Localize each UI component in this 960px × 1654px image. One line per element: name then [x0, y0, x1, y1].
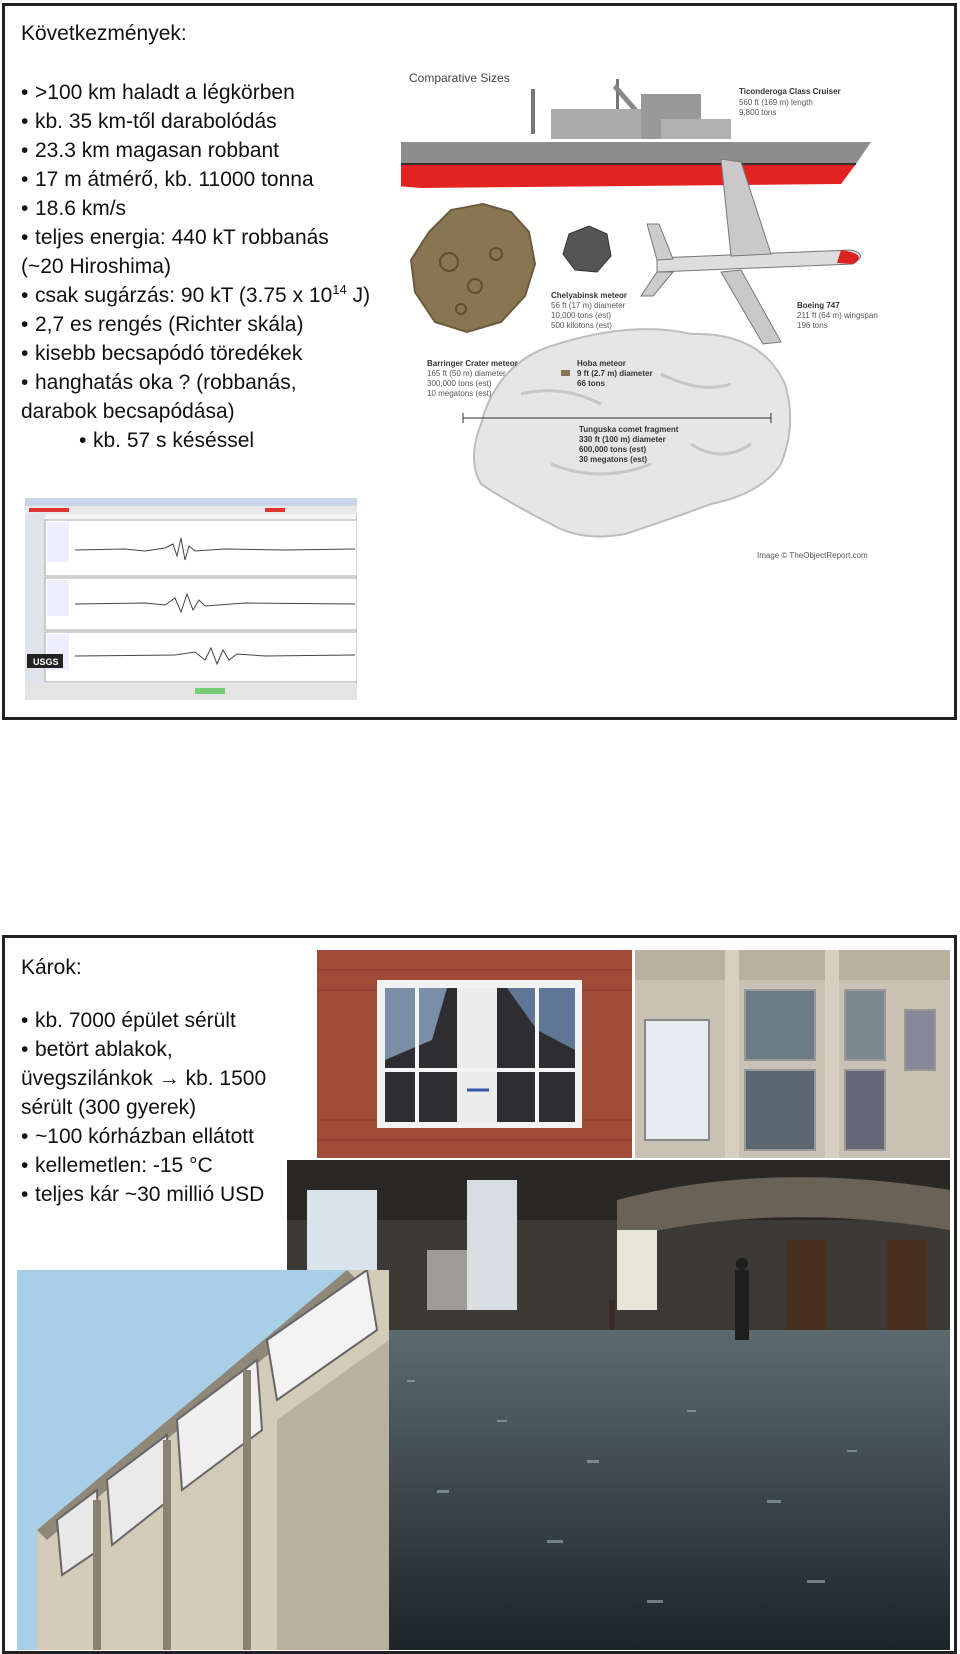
chelyabinsk-meteor-illustration: [563, 226, 611, 272]
hoba-name: Hoba meteor: [577, 359, 626, 368]
svg-text:600,000 tons (est): 600,000 tons (est): [579, 445, 647, 454]
chelyabinsk-name: Chelyabinsk meteor: [551, 291, 628, 300]
list-item: • hanghatás oka ? (robbanás,: [21, 371, 297, 394]
building-facade-photo: [635, 950, 950, 1158]
list-item: • teljes kár ~30 millió USD: [21, 1183, 265, 1206]
svg-text:211 ft (64 m) wingspan: 211 ft (64 m) wingspan: [797, 311, 878, 320]
comparative-sizes-figure: [401, 64, 921, 569]
svg-text:30 megatons (est): 30 megatons (est): [579, 455, 648, 464]
list-item: (~20 Hiroshima): [21, 255, 171, 278]
figure-credit: Image © TheObjectReport.com: [757, 551, 868, 560]
list-item: • kisebb becsapódó töredékek: [21, 342, 303, 365]
list-item: • teljes energia: 440 kT robbanás: [21, 226, 329, 249]
tunguska-name: Tunguska comet fragment: [579, 425, 679, 434]
svg-text:560 ft (169 m) length: 560 ft (169 m) length: [739, 98, 813, 107]
list-item: üvegszilánkok → kb. 1500: [21, 1067, 267, 1090]
list-item: • 17 m átmérő, kb. 11000 tonna: [21, 168, 314, 191]
svg-text:66 tons: 66 tons: [577, 379, 606, 388]
slide-consequences: [2, 3, 957, 720]
list-item: • 23.3 km magasan robbant: [21, 139, 279, 162]
svg-text:9,800 tons: 9,800 tons: [739, 108, 777, 117]
svg-text:10 megatons (est): 10 megatons (est): [427, 389, 492, 398]
list-item: darabok becsapódása): [21, 400, 235, 423]
list-item: • betört ablakok,: [21, 1038, 173, 1061]
slide-heading: Következmények:: [21, 22, 187, 45]
slide-heading: Károk:: [21, 956, 82, 979]
boeing-name: Boeing 747: [797, 301, 840, 310]
svg-text:9 ft (2.7 m) diameter: 9 ft (2.7 m) diameter: [577, 369, 653, 378]
list-item: • kellemetlen: -15 °C: [21, 1154, 213, 1177]
svg-text:165 ft (50 m) diameter: 165 ft (50 m) diameter: [427, 369, 506, 378]
damage-list: [21, 1006, 266, 1209]
list-item: • ~100 kórházban ellátott: [21, 1125, 254, 1148]
slide-damages: [2, 935, 957, 1654]
list-item: • 2,7 es rengés (Richter skála): [21, 313, 304, 336]
list-item: • 18.6 km/s: [21, 197, 127, 220]
svg-text:500 kilotons (est): 500 kilotons (est): [551, 321, 612, 330]
seismograph-screenshot: [25, 498, 357, 700]
svg-text:330 ft (100 m) diameter: 330 ft (100 m) diameter: [579, 435, 666, 444]
usgs-logo: USGS: [33, 657, 59, 667]
broken-window-photo: [317, 950, 632, 1158]
list-item: • csak sugárzás: 90 kT (3.75 x $10^{14}$ J): [21, 282, 371, 307]
list-item: • kb. 35 km-től darabolódás: [21, 110, 277, 133]
exponent: 14: [332, 282, 347, 297]
ship-name: Ticonderoga Class Cruiser: [739, 87, 841, 96]
figure-title: Comparative Sizes: [409, 71, 510, 85]
barringer-name: Barringer Crater meteor: [427, 359, 518, 368]
list-item: • kb. 57 s késéssel: [79, 429, 255, 452]
list-item: • >100 km haladt a légkörben: [21, 81, 295, 104]
barringer-meteor-illustration: [411, 204, 535, 332]
svg-text:196 tons: 196 tons: [797, 321, 828, 330]
svg-text:56 ft (17 m) diameter: 56 ft (17 m) diameter: [551, 301, 626, 310]
svg-text:300,000 tons (est): 300,000 tons (est): [427, 379, 492, 388]
damaged-building-photo: [17, 1270, 389, 1650]
consequence-list: [21, 78, 370, 455]
list-item: • kb. 7000 épület sérült: [21, 1009, 236, 1032]
svg-text:10,000 tons (est): 10,000 tons (est): [551, 311, 612, 320]
list-item: sérült (300 gyerek): [21, 1096, 197, 1119]
